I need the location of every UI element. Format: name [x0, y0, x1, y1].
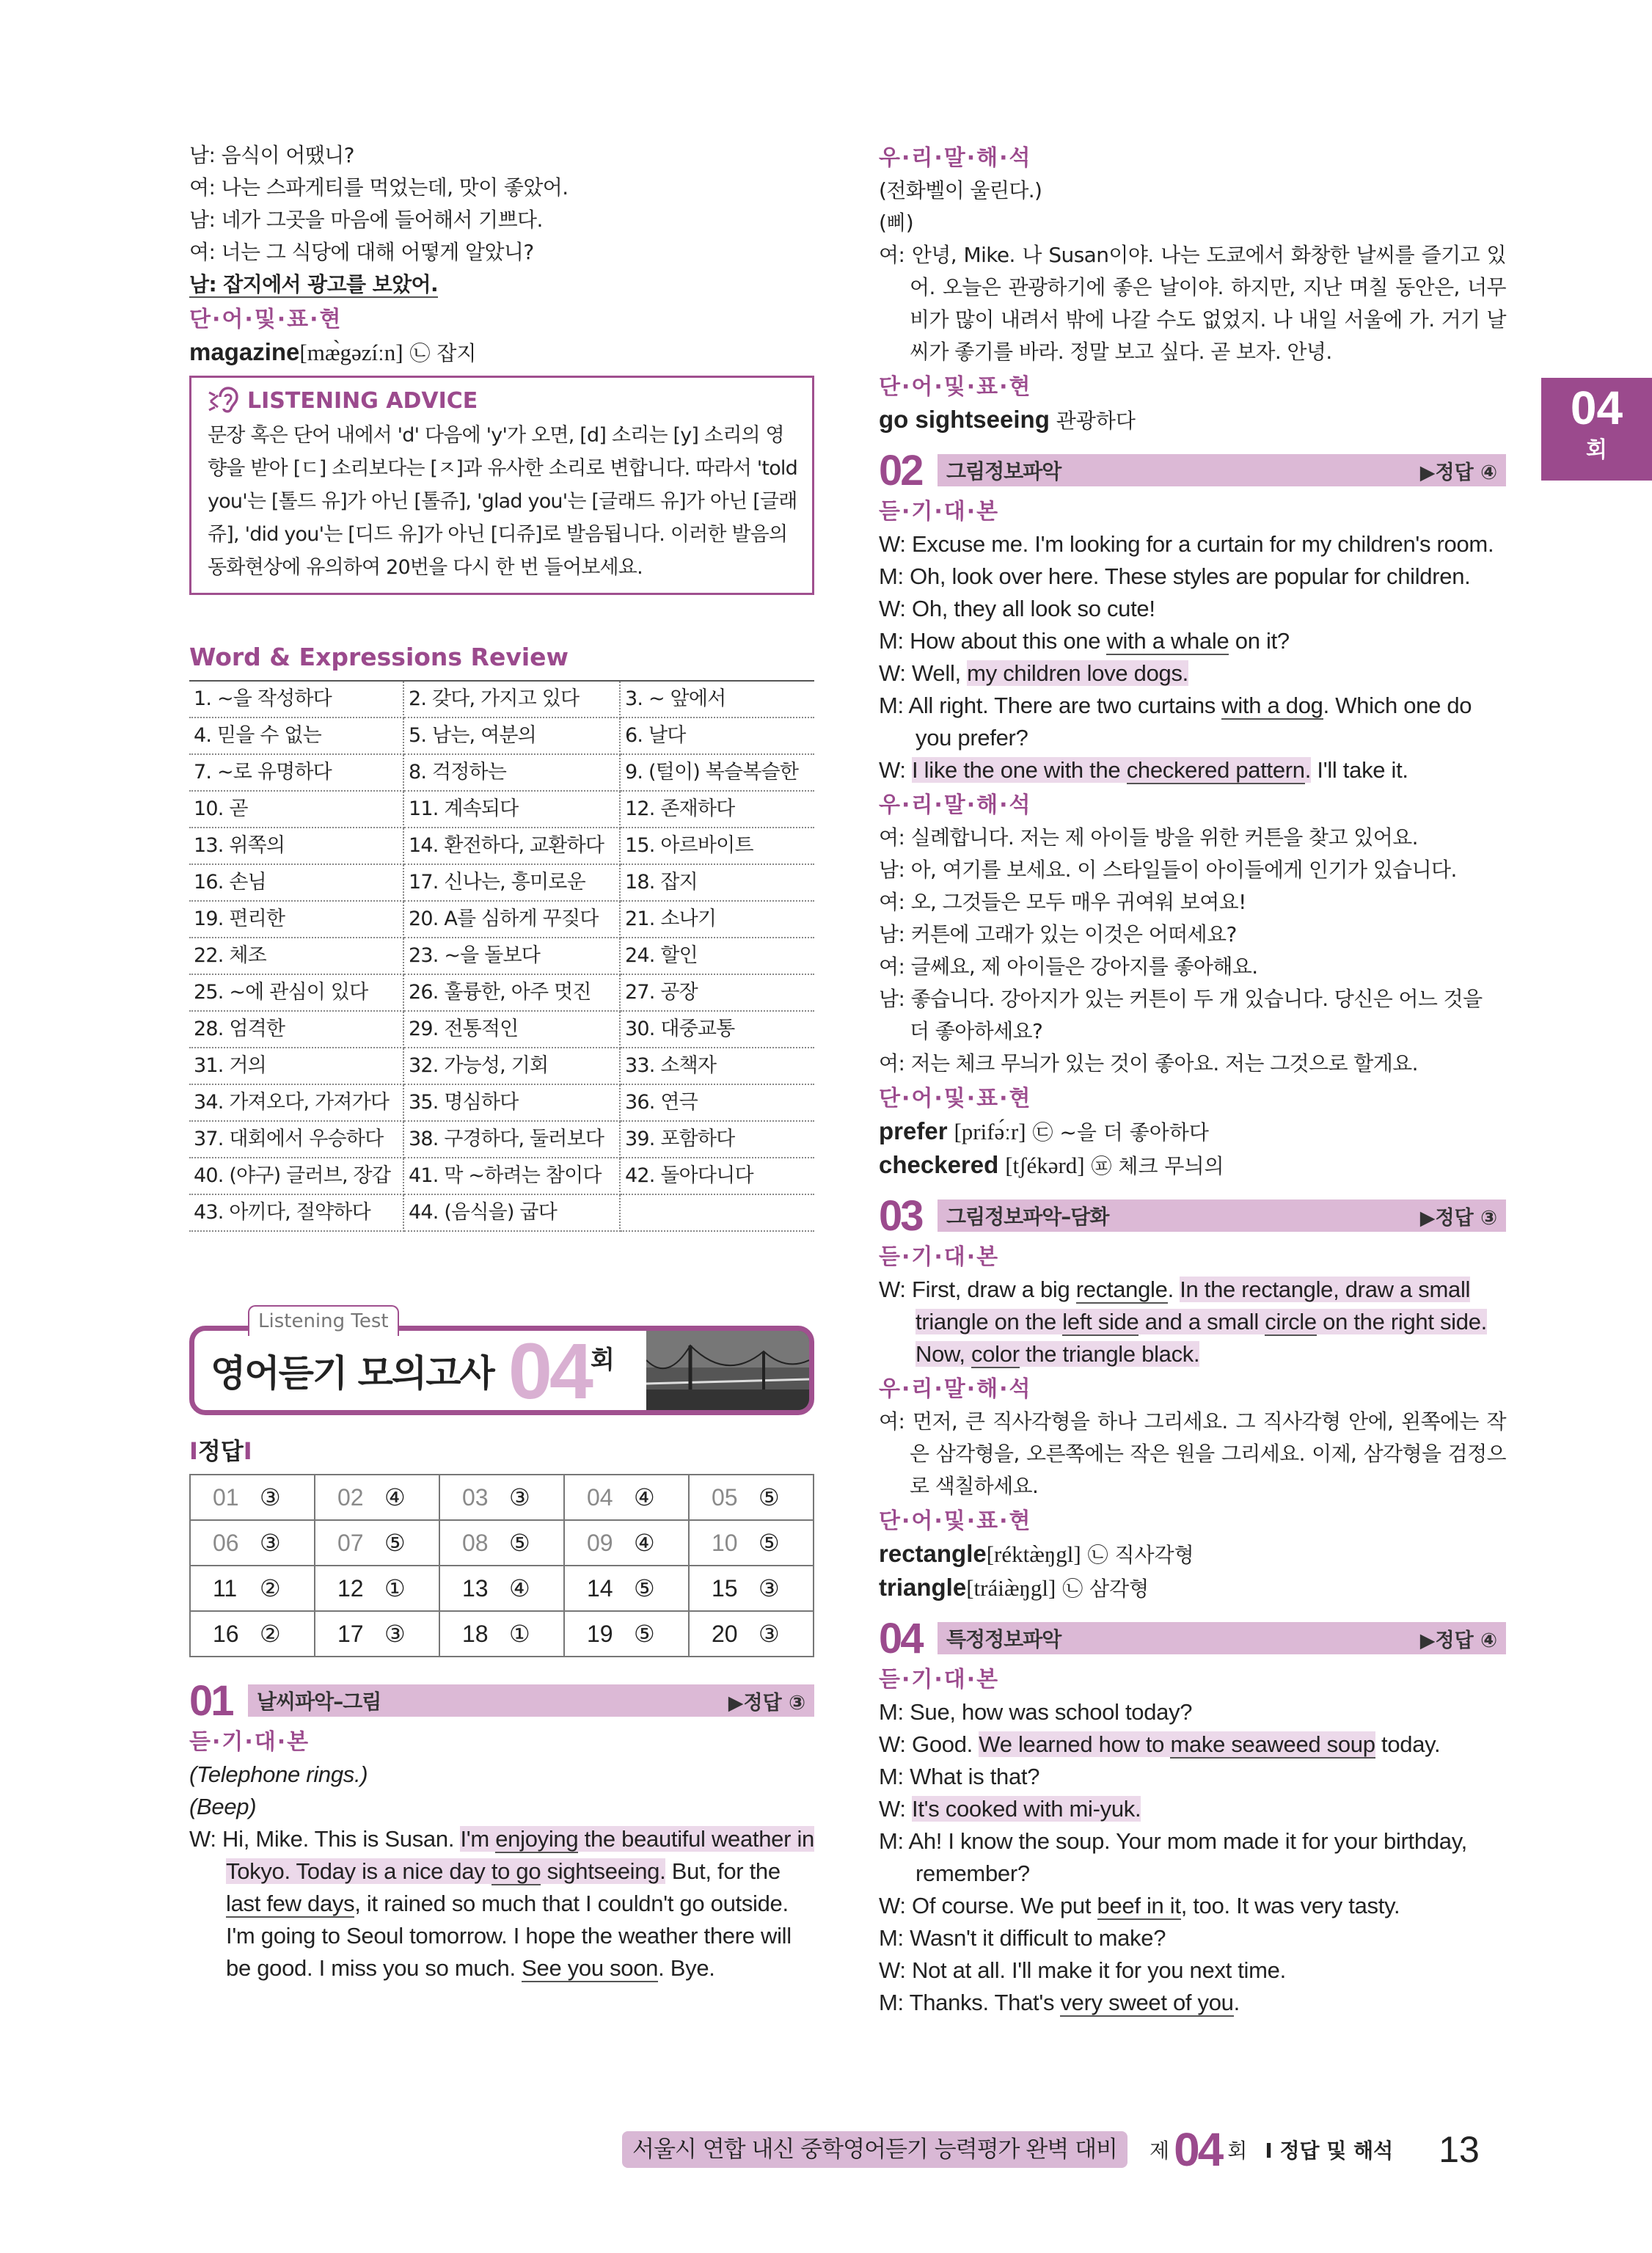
answer-choice: ⑤	[384, 1530, 406, 1556]
vocab-label: 단·어·및·표·현	[879, 374, 1032, 400]
answer-choice: ⑤	[509, 1530, 530, 1556]
review-cell: 2. 갖다, 가지고 있다	[403, 681, 620, 717]
script-line: W: Of course. We put beef in it, too. It was very tasty.	[879, 1893, 1400, 1918]
dialog-line: 여: 나는 스파게티를 먹었는데, 맛이 좋았어.	[189, 175, 569, 200]
script-label: 듣·기·대·본	[189, 1729, 310, 1755]
answer-cell	[564, 1611, 689, 1657]
answer-choice: ④	[634, 1530, 655, 1556]
vocab-entry: prefer [prifə́ːr] ㉢ ~을 더 좋아하다	[879, 1117, 1209, 1144]
q03-type: 그림정보파악–담화	[946, 1205, 1109, 1229]
script-line: W: Good. We learned how to make seaweed soup today.	[879, 1731, 1441, 1757]
dialog-line: 남: 음식이 어땠니?	[189, 143, 354, 167]
answer-choice: ③	[759, 1621, 780, 1647]
script-line: M: Wasn't it difficult to make?	[879, 1925, 1166, 1951]
review-row	[189, 1158, 814, 1194]
q02-bar	[938, 454, 1506, 486]
review-cell: 40. (야구) 글러브, 장갑	[189, 1158, 403, 1194]
review-row	[189, 1194, 814, 1231]
review-cell: 5. 남는, 여분의	[403, 717, 620, 754]
q02-script	[879, 528, 1506, 786]
q04-header	[879, 1615, 1506, 1661]
vocab-entry: triangle[tráiæ̀ŋgl] ㉡ 삼각형	[879, 1574, 1150, 1601]
answers-row	[190, 1611, 814, 1657]
answer-choice: ⑤	[634, 1621, 655, 1647]
review-cell: 21. 소나기	[620, 901, 814, 938]
script-line: M: How about this one with a whale on it?	[879, 628, 1290, 654]
vocab-label: 단·어·및·표·현	[189, 307, 343, 332]
answer-number: 06	[213, 1530, 239, 1556]
translation-line: (삐)	[879, 211, 914, 235]
answer-number: 03	[462, 1484, 489, 1511]
review-cell: 1. ~을 작성하다	[189, 681, 403, 717]
script-line: W: Oh, they all look so cute!	[879, 596, 1155, 621]
answer-choice: ③	[260, 1484, 281, 1511]
answers-row	[190, 1566, 814, 1611]
review-row	[189, 1084, 814, 1121]
review-cell: 11. 계속되다	[403, 791, 620, 828]
script-label: 듣·기·대·본	[879, 1244, 1000, 1270]
q02-answer: ▶정답 ④	[1419, 461, 1497, 484]
review-title: Word & Expressions Review	[189, 643, 569, 671]
q03-script: W: First, draw a big rectangle. In the rectangle, draw a small triangle on the left side and a small circle on the right side. Now, color the triangle black.	[879, 1277, 1487, 1367]
review-cell: 22. 체조	[189, 938, 403, 974]
answer-number: 07	[337, 1530, 364, 1556]
translation-line: 남: 좋습니다. 강아지가 있는 커튼이 두 개 있습니다. 당신은 어느 것을 더 좋아하세요?	[879, 987, 1488, 1043]
review-cell: 17. 신나는, 흥미로운	[403, 864, 620, 901]
translation-label: 우·리·말·해·석	[879, 1376, 1032, 1402]
answer-choice: ④	[509, 1575, 530, 1602]
script-line: W: Not at all. I'll make it for you next time.	[879, 1957, 1286, 1983]
answer-number: 01	[213, 1484, 239, 1511]
review-cell: 12. 존재하다	[620, 791, 814, 828]
vocab-label: 단·어·및·표·현	[879, 1508, 1032, 1534]
answer-choice: ②	[260, 1621, 281, 1647]
answer-cell	[564, 1520, 689, 1566]
review-cell: 39. 포함하다	[620, 1121, 814, 1158]
answer-cell	[315, 1520, 439, 1566]
review-cell: 13. 위쪽의	[189, 828, 403, 864]
translation-line: (전화벨이 울린다.)	[879, 178, 1042, 202]
answer-cell	[689, 1611, 814, 1657]
listening-advice-box	[189, 376, 814, 595]
review-cell: 28. 엄격한	[189, 1011, 403, 1048]
answer-cell	[439, 1566, 564, 1611]
page-number: 13	[1439, 2129, 1480, 2170]
review-cell: 36. 연극	[620, 1084, 814, 1121]
review-cell: 35. 명심하다	[403, 1084, 620, 1121]
review-cell: 34. 가져오다, 가져가다	[189, 1084, 403, 1121]
side-tab	[1541, 378, 1652, 481]
vocab-entry: rectangle[réktæ̀ŋgl] ㉡ 직사각형	[879, 1540, 1194, 1567]
stage-direction: (Beep)	[189, 1794, 257, 1819]
answers-title: I정답I	[189, 1437, 252, 1465]
translation-line: 여: 오, 그것들은 모두 매우 귀여워 보여요!	[879, 890, 1246, 914]
answer-cell	[564, 1475, 689, 1520]
answer-cell	[689, 1520, 814, 1566]
answer-number: 19	[587, 1621, 613, 1647]
answer-cell	[689, 1566, 814, 1611]
q03-bar	[938, 1199, 1506, 1232]
dialog-line-answer: 남: 잡지에서 광고를 보았어.	[189, 272, 439, 296]
review-cell	[620, 1194, 814, 1231]
answer-number: 10	[712, 1530, 738, 1556]
review-row	[189, 974, 814, 1011]
answer-number: 02	[337, 1484, 364, 1511]
right-column	[879, 139, 1513, 2019]
dialog-line: 여: 너는 그 식당에 대해 어떻게 알았니?	[189, 240, 534, 264]
banner-hoe: 회	[590, 1345, 615, 1375]
answer-number: 15	[712, 1575, 738, 1602]
script-line: W: It's cooked with mi-yuk.	[879, 1796, 1141, 1822]
translation-line: 남: 아, 여기를 보세요. 이 스타일들이 아이들에게 인기가 있습니다.	[879, 858, 1457, 882]
answer-cell	[564, 1566, 689, 1611]
review-cell: 25. ~에 관심이 있다	[189, 974, 403, 1011]
side-tab-label: 회	[1586, 437, 1607, 463]
review-row	[189, 1121, 814, 1158]
review-row	[189, 828, 814, 864]
answer-cell	[190, 1520, 315, 1566]
answer-number: 11	[213, 1575, 238, 1602]
review-row	[189, 681, 814, 717]
review-row	[189, 901, 814, 938]
banner-number: 04	[508, 1326, 591, 1415]
q04-number: 04	[879, 1614, 922, 1662]
answer-choice: ④	[384, 1484, 406, 1511]
answer-cell	[439, 1520, 564, 1566]
translation-line: 여: 저는 체크 무늬가 있는 것이 좋아요. 저는 그것으로 할게요.	[879, 1051, 1418, 1076]
script-label: 듣·기·대·본	[879, 499, 1000, 525]
translation-line: 남: 커튼에 고래가 있는 이것은 어떠세요?	[879, 922, 1237, 946]
answer-cell	[315, 1566, 439, 1611]
q02-number: 02	[879, 446, 922, 494]
review-cell: 4. 믿을 수 없는	[189, 717, 403, 754]
review-row	[189, 717, 814, 754]
answer-cell	[439, 1611, 564, 1657]
review-cell: 8. 걱정하는	[403, 754, 620, 791]
dialog-line: 남: 네가 그곳을 마음에 들어해서 기쁘다.	[189, 208, 543, 232]
review-cell: 7. ~로 유명하다	[189, 754, 403, 791]
answer-number: 14	[587, 1575, 613, 1602]
q02-header	[879, 448, 1506, 493]
script-label: 듣·기·대·본	[879, 1667, 1000, 1693]
script-line: W: Well, my children love dogs.	[879, 660, 1188, 686]
vocab-phonetic: [mӕ̀gəzíːn]	[299, 340, 403, 365]
banner-title: 영어듣기 모의고사	[211, 1352, 494, 1395]
side-tab-number: 04	[1570, 381, 1623, 434]
vocab-label: 단·어·및·표·현	[879, 1086, 1032, 1111]
q02-translation	[879, 822, 1506, 1080]
script-line: M: Thanks. That's very sweet of you.	[879, 1990, 1240, 2015]
answer-cell	[190, 1566, 315, 1611]
translation-label: 우·리·말·해·석	[879, 792, 1032, 818]
review-row	[189, 791, 814, 828]
review-cell: 37. 대회에서 우승하다	[189, 1121, 403, 1158]
script-line: M: Ah! I know the soup. Your mom made it for your birthday, remember?	[879, 1828, 1467, 1886]
review-table	[189, 680, 814, 1232]
q01-header	[189, 1678, 814, 1723]
answer-choice: ⑤	[759, 1484, 780, 1511]
q03-translation: 여: 먼저, 큰 직사각형을 하나 그리세요. 그 직사각형 안에, 왼쪽에는 작은 삼각형을, 오른쪽에는 작은 원을 그리세요. 이제, 삼각형을 검정으로 색칠하세요.	[879, 1409, 1506, 1498]
translation-line: 여: 실례합니다. 저는 제 아이들 방을 위한 커튼을 찾고 있어요.	[879, 825, 1418, 850]
review-cell: 29. 전통적인	[403, 1011, 620, 1048]
review-cell: 43. 아끼다, 절약하다	[189, 1194, 403, 1231]
answers-table	[189, 1474, 814, 1657]
review-cell: 38. 구경하다, 둘러보다	[403, 1121, 620, 1158]
answer-number: 05	[712, 1484, 738, 1511]
answer-choice: ③	[759, 1575, 780, 1602]
q04-bar	[938, 1622, 1506, 1654]
review-cell: 42. 돌아다니다	[620, 1158, 814, 1194]
test-banner	[189, 1305, 814, 1415]
review-row	[189, 754, 814, 791]
review-row	[189, 864, 814, 901]
translation-line: 여: 글쎄요, 제 아이들은 강아지를 좋아해요.	[879, 954, 1258, 979]
left-column	[189, 139, 814, 1984]
review-cell: 16. 손님	[189, 864, 403, 901]
vocab-entry	[189, 336, 814, 370]
review-cell: 24. 할인	[620, 938, 814, 974]
q01-type: 날씨파악–그림	[257, 1690, 381, 1714]
q03-number: 03	[879, 1191, 922, 1240]
answer-choice: ③	[509, 1484, 530, 1511]
script-line: M: Oh, look over here. These styles are popular for children.	[879, 563, 1471, 589]
ear-icon	[208, 387, 241, 416]
review-cell: 6. 날다	[620, 717, 814, 754]
answer-number: 08	[462, 1530, 489, 1556]
answer-cell	[190, 1475, 315, 1520]
answer-choice: ①	[384, 1575, 406, 1602]
advice-title: LISTENING ADVICE	[208, 385, 797, 417]
dialog-top	[189, 139, 814, 301]
review-cell: 19. 편리한	[189, 901, 403, 938]
q01-translation: 여: 안녕, Mike. 나 Susan이야. 나는 도쿄에서 화창한 날씨를 즐기고 있어. 오늘은 관광하기에 좋은 날이야. 하지만, 지난 며칠 동안은, 너무 비가 많이 내려서 밖에 나갈 수도 없었지. 나 내일 서울에 가. 거기 날씨가 좋기를 바라. 정말 보고 싶다. 곧 보자. 안녕.	[879, 243, 1513, 364]
review-cell: 26. 훌륭한, 아주 멋진	[403, 974, 620, 1011]
answers-row	[190, 1520, 814, 1566]
stage-direction: (Telephone rings.)	[189, 1761, 368, 1787]
q03-answer: ▶정답 ③	[1419, 1206, 1497, 1230]
answers-row	[190, 1475, 814, 1520]
review-cell: 33. 소책자	[620, 1048, 814, 1084]
footer-number: 04	[1174, 2123, 1222, 2176]
q01-answer: ▶정답 ③	[728, 1691, 805, 1715]
review-cell: 44. (음식을) 굽다	[403, 1194, 620, 1231]
answer-number: 09	[587, 1530, 613, 1556]
review-cell: 15. 아르바이트	[620, 828, 814, 864]
answer-cell	[190, 1611, 315, 1657]
footer-hoe: 회	[1227, 2139, 1248, 2163]
script-line: M: Sue, how was school today?	[879, 1699, 1193, 1725]
review-cell: 3. ~ 앞에서	[620, 681, 814, 717]
review-cell: 20. A를 심하게 꾸짖다	[403, 901, 620, 938]
answer-choice: ⑤	[634, 1575, 655, 1602]
q02-type: 그림정보파악	[946, 459, 1061, 483]
review-cell: 14. 환전하다, 교환하다	[403, 828, 620, 864]
review-cell: 32. 가능성, 기회	[403, 1048, 620, 1084]
vocab-word: magazine	[189, 338, 300, 365]
script-line: W: Excuse me. I'm looking for a curtain for my children's room.	[879, 531, 1494, 557]
review-cell: 10. 곧	[189, 791, 403, 828]
answer-choice: ②	[260, 1575, 281, 1602]
answer-number: 16	[213, 1621, 239, 1647]
vocab-meaning: ㉡ 잡지	[409, 341, 477, 365]
review-cell: 31. 거의	[189, 1048, 403, 1084]
answer-choice: ①	[509, 1621, 530, 1647]
advice-text: 문장 혹은 단어 내에서 'd' 다음에 'y'가 오면, [d] 소리는 [y] 소리의 영향을 받아 [ㄷ] 소리보다는 [ㅈ]과 유사한 소리로 변합니다. 따라서 'told you'는 [톨드 유]가 아닌 [톨쥬], 'glad you'는 [글래드 유]가 아닌 [글래쥬], 'did you'는 [디드 유]가 아닌 [디쥬]로 발음됩니다. 이러한 발음의 동화현상에 유의하여 20번을 다시 한 번 들어보세요.	[208, 424, 797, 579]
answer-choice: ⑤	[759, 1530, 780, 1556]
answer-choice: ④	[634, 1484, 655, 1511]
answer-number: 18	[462, 1621, 489, 1647]
review-cell: 9. (털이) 복슬복슬한	[620, 754, 814, 791]
review-cell: 30. 대중교통	[620, 1011, 814, 1048]
q01-script: W: Hi, Mike. This is Susan. I'm enjoying the beautiful weather in Tokyo. Today is a nice day to go sightseeing. But, for the last few days, it rained so much that I couldn't go outside. I'm going to Seoul tomorrow. I hope the weather there will be good. I miss you so much. See you soon. Bye.	[189, 1826, 814, 1981]
review-row	[189, 1011, 814, 1048]
answer-number: 13	[462, 1575, 489, 1602]
footer-je: 제	[1150, 2139, 1170, 2163]
q04-script	[879, 1696, 1506, 2019]
q03-header	[879, 1193, 1506, 1238]
review-cell: 41. 막 ~하려는 참이다	[403, 1158, 620, 1194]
answer-number: 04	[587, 1484, 613, 1511]
review-cell: 23. ~을 돌보다	[403, 938, 620, 974]
script-line: M: What is that?	[879, 1764, 1040, 1789]
review-row	[189, 1048, 814, 1084]
review-cell: 27. 공장	[620, 974, 814, 1011]
translation-label: 우·리·말·해·석	[879, 145, 1032, 171]
vocab-entry: checkered [tʃékərd] ㉬ 체크 무늬의	[879, 1151, 1224, 1178]
answer-cell	[439, 1475, 564, 1520]
script-line: M: All right. There are two curtains with a dog. Which one do you prefer?	[879, 693, 1472, 751]
q04-answer: ▶정답 ④	[1419, 1629, 1497, 1652]
answer-choice: ③	[260, 1530, 281, 1556]
page-footer	[622, 2122, 1480, 2177]
q01-number: 01	[189, 1676, 233, 1725]
answer-number: 20	[712, 1621, 738, 1647]
footer-title: 서울시 연합 내신 중학영어듣기 능력평가 완벽 대비	[622, 2131, 1127, 2168]
q01-bar	[248, 1684, 814, 1717]
answer-number: 17	[337, 1621, 364, 1647]
banner-box	[189, 1326, 814, 1415]
q04-type: 특정정보파악	[946, 1627, 1061, 1651]
answer-cell	[315, 1475, 439, 1520]
answer-cell	[315, 1611, 439, 1657]
answer-cell	[689, 1475, 814, 1520]
bridge-photo	[646, 1331, 809, 1410]
vocab-entry: go sightseeing 관광하다	[879, 406, 1136, 433]
bridge-image-icon	[646, 1331, 809, 1410]
script-line: W: I like the one with the checkered pattern. I'll take it.	[879, 757, 1408, 783]
banner-tag: Listening Test	[248, 1305, 399, 1336]
answer-choice: ③	[384, 1621, 406, 1647]
review-row	[189, 938, 814, 974]
footer-subtitle: I 정답 및 해석	[1265, 2139, 1394, 2163]
answer-number: 12	[337, 1575, 364, 1602]
review-cell: 18. 잡지	[620, 864, 814, 901]
